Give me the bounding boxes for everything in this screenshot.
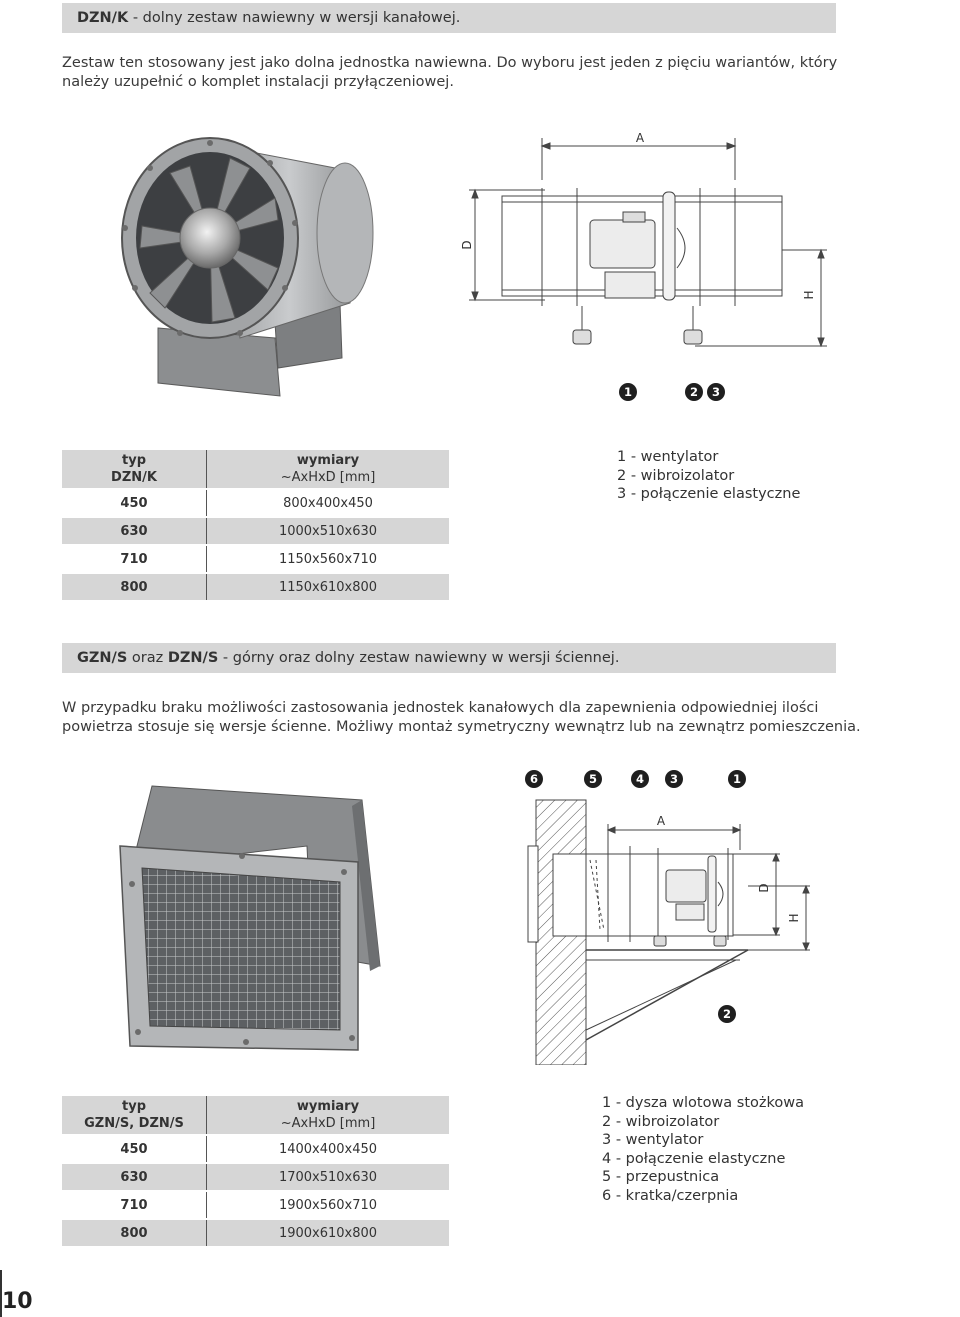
paragraph-line: Zestaw ten stosowany jest jako dolna jednostka nawiewna. Do wyboru jest jeden z pięciu wariantów, który <box>62 55 838 71</box>
dims-cell: 1150x610x800 <box>207 573 450 600</box>
dims-header <box>207 450 450 489</box>
legend-section1 <box>617 448 800 504</box>
paragraph-line: W przypadku braku możliwości zastosowania jednostek kanałowych dla zapewnienia odpowiedniej ilości <box>62 700 819 716</box>
marker-1: 1 <box>728 770 746 788</box>
dimension-d-label: D <box>460 240 474 250</box>
wall-unit-drawing <box>508 790 838 1065</box>
legend-section2 <box>602 1094 804 1205</box>
type-cell: 450 <box>62 1135 207 1163</box>
legend-item: 2 - wibroizolator <box>602 1113 720 1130</box>
dimension-d-label: D <box>757 883 771 893</box>
section-title-gzn-dzn-s <box>62 643 836 673</box>
legend-item: 6 - kratka/czerpnia <box>602 1187 739 1204</box>
dims-header-line: wymiary <box>296 1099 360 1114</box>
table-header-row <box>62 1096 449 1135</box>
dims-header-line: wymiary <box>296 453 360 468</box>
type-header <box>62 1096 207 1135</box>
dimension-a-label: A <box>656 814 666 828</box>
marker-4: 4 <box>631 770 649 788</box>
dims-header-line: ~AxHxD [mm] <box>280 1116 376 1131</box>
table-row <box>62 517 449 545</box>
type-header-line: typ <box>122 1099 146 1114</box>
marker-3: 3 <box>665 770 683 788</box>
paragraph-line: powietrza stosuje się wersje ścienne. Możliwy montaż symetryczny wewnątrz lub na zewnątrz pomieszczenia. <box>62 719 861 735</box>
section-title-text: - górny oraz dolny zestaw nawiewny w wersji ściennej. <box>218 650 620 666</box>
table-row <box>62 573 449 600</box>
type-cell: 630 <box>62 1163 207 1191</box>
legend-item: 1 - wentylator <box>617 449 719 465</box>
marker-1: 1 <box>619 383 637 401</box>
legend-item: 3 - połączenie elastyczne <box>617 486 801 502</box>
page-number: 10 <box>2 1289 33 1314</box>
table-header-row <box>62 450 449 489</box>
section-title-dzn-k <box>62 3 836 33</box>
table-row <box>62 1191 449 1219</box>
marker-5: 5 <box>584 770 602 788</box>
marker-3: 3 <box>707 383 725 401</box>
dimension-h-label: H <box>787 913 801 923</box>
marker-2: 2 <box>718 1005 736 1023</box>
section-title-text: - dolny zestaw nawiewny w wersji kanałowej. <box>128 10 461 26</box>
dims-cell: 800x400x450 <box>207 489 450 517</box>
dims-cell: 1700x510x630 <box>207 1163 450 1191</box>
section-title-code: DZN/K <box>77 10 129 26</box>
type-cell: 450 <box>62 489 207 517</box>
type-header <box>62 450 207 489</box>
legend-item: 1 - dysza wlotowa stożkowa <box>602 1095 805 1111</box>
type-header-line: DZN/K <box>111 470 157 485</box>
type-cell: 710 <box>62 545 207 573</box>
dims-cell: 1400x400x450 <box>207 1135 450 1163</box>
type-cell: 800 <box>62 1219 207 1246</box>
legend-item: 4 - połączenie elastyczne <box>602 1150 786 1167</box>
dzn-k-dimensions-table <box>62 450 449 600</box>
duct-fan-photo <box>110 128 390 400</box>
table-row <box>62 1219 449 1246</box>
type-cell: 710 <box>62 1191 207 1219</box>
dims-cell: 1000x510x630 <box>207 517 450 545</box>
table-row <box>62 1135 449 1163</box>
legend-item: 3 - wentylator <box>602 1132 704 1148</box>
dims-header <box>207 1096 450 1135</box>
section-title-code: DZN/S <box>167 650 219 666</box>
marker-6: 6 <box>525 770 543 788</box>
section-intro-paragraph <box>62 699 861 737</box>
dims-cell: 1900x610x800 <box>207 1219 450 1246</box>
legend-item: 2 - wibroizolator <box>617 467 735 484</box>
paragraph-line: należy uzupełnić o komplet instalacji przyłączeniowej. <box>62 74 454 90</box>
dimension-a-label: A <box>635 131 645 145</box>
dims-cell: 1900x560x710 <box>207 1191 450 1219</box>
type-cell: 800 <box>62 573 207 600</box>
marker-2: 2 <box>685 383 703 401</box>
type-cell: 630 <box>62 517 207 545</box>
type-header-line: GZN/S, DZN/S <box>84 1116 184 1131</box>
dims-cell: 1150x560x710 <box>207 545 450 573</box>
gzn-dzn-s-dimensions-table <box>62 1096 449 1246</box>
table-row <box>62 1163 449 1191</box>
legend-item: 5 - przepustnica <box>602 1169 720 1185</box>
table-row <box>62 489 449 517</box>
dims-header-line: ~AxHxD [mm] <box>280 470 376 485</box>
table-row <box>62 545 449 573</box>
type-header-line: typ <box>122 453 146 468</box>
section-title-code: GZN/S <box>77 650 128 666</box>
duct-unit-drawing <box>455 120 845 410</box>
wall-unit-photo <box>112 776 392 1054</box>
section-intro-paragraph <box>62 54 836 92</box>
section-title-text: oraz <box>127 650 168 666</box>
dimension-h-label: H <box>802 290 816 300</box>
